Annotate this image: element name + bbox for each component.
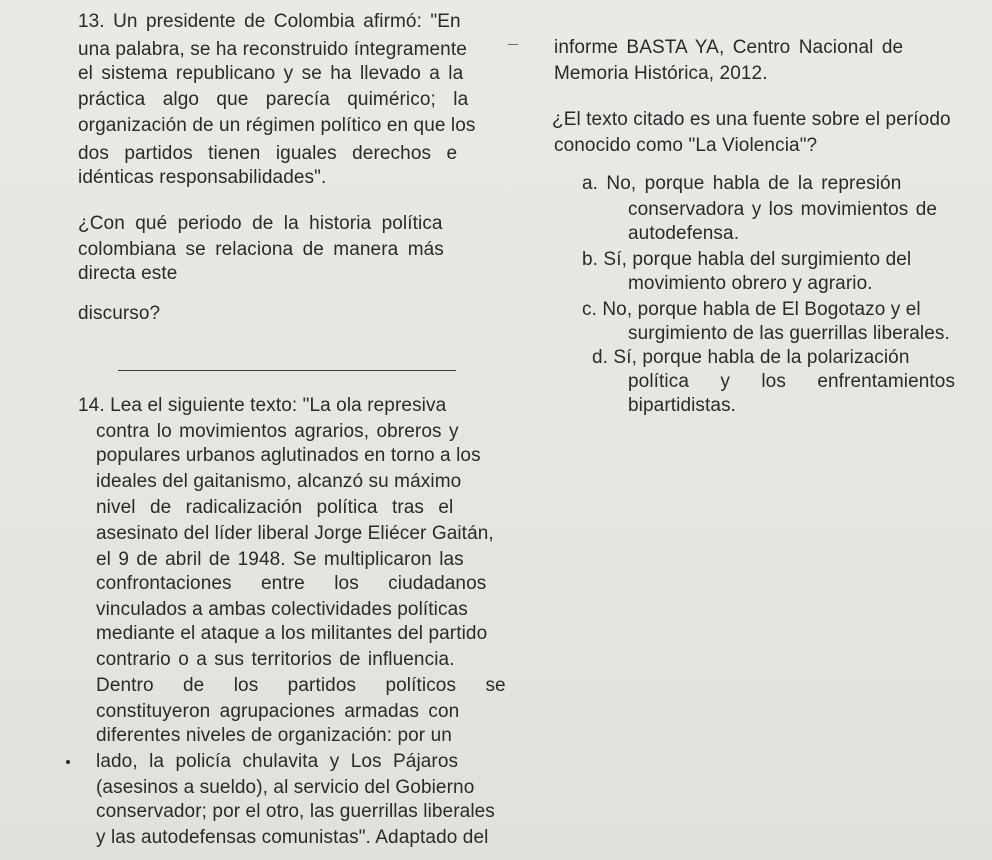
source-line-1: informe BASTA YA, Centro Nacional de [554, 37, 904, 58]
q13-line-4: práctica algo que parecía quimérico; la [78, 89, 469, 110]
q14-line-5: nivel de radicalización política tras el [96, 497, 454, 518]
paper-mark [508, 44, 518, 45]
q13-line-2: una palabra, se ha reconstruido íntegramente [78, 39, 467, 60]
option-d-line-2: política y los enfrentamientos [628, 371, 956, 392]
option-b-line-1: b. Sí, porque habla del surgimiento del [582, 249, 912, 270]
option-c-line-2: surgimiento de las guerrillas liberales. [628, 323, 950, 344]
q13-prompt-line-1: ¿Con qué periodo de la historia política [78, 213, 443, 234]
q13-prompt-line-3: directa este [78, 263, 178, 284]
option-a-line-1: a. No, porque habla de la represión [582, 173, 902, 194]
option-d-line-3: bipartidistas. [628, 395, 737, 416]
q14-line-1: 14. Lea el siguiente texto: "La ola represiva [78, 395, 447, 416]
q14-line-11: contrario o a sus territorios de influencia. [96, 649, 455, 670]
q13-line-5: organización de un régimen político en que los [78, 115, 476, 136]
q14-line-16: (asesinos a sueldo), al servicio del Gobierno [96, 777, 475, 798]
q14-line-8: confrontaciones entre los ciudadanos [96, 573, 487, 594]
q14-line-10: mediante el ataque a los militantes del partido [96, 623, 488, 644]
q14-question-line-2: conocido como "La Violencia"? [554, 135, 818, 156]
option-a-line-3: autodefensa. [628, 223, 740, 244]
q14-line-18: y las autodefensas comunistas". Adaptado del [96, 827, 489, 848]
source-line-2: Memoria Histórica, 2012. [554, 63, 768, 84]
q13-prompt-line-4: discurso? [78, 303, 161, 324]
q14-line-6: asesinato del líder liberal Jorge Eliécer Gaitán, [96, 523, 494, 544]
q13-line-6: dos partidos tienen iguales derechos e [78, 143, 458, 164]
q14-line-4: ideales del gaitanismo, alcanzó su máximo [96, 471, 462, 492]
q14-line-15: lado, la policía chulavita y Los Pájaros [96, 751, 459, 772]
q14-line-7: el 9 de abril de 1948. Se multiplicaron las [96, 549, 464, 570]
q14-line-2: contra lo movimientos agrarios, obreros y [96, 421, 459, 442]
option-d-line-1: d. Sí, porque habla de la polarización [592, 347, 910, 368]
q13-line-3: el sistema republicano y se ha llevado a la [78, 63, 464, 84]
q14-question-line-1: ¿El texto citado es una fuente sobre el período [552, 109, 951, 130]
q14-line-9: vinculados a ambas colectividades políticas [96, 599, 468, 620]
q14-line-12: Dentro de los partidos políticos se [96, 675, 506, 696]
q14-line-17: conservador; por el otro, las guerrillas liberales [96, 801, 495, 822]
q14-line-3: populares urbanos aglutinados en torno a los [96, 445, 481, 466]
paper-speck [66, 760, 70, 764]
option-b-line-2: movimiento obrero y agrario. [628, 273, 873, 294]
option-a-line-2: conservadora y los movimientos de [628, 199, 938, 220]
answer-blank-line [118, 370, 456, 371]
option-c-line-1: c. No, porque habla de El Bogotazo y el [582, 299, 921, 320]
right-column [520, 0, 992, 860]
q13-line-1: 13. Un presidente de Colombia afirmó: "En [78, 11, 461, 32]
q14-line-13: constituyeron agrupaciones armadas con [96, 701, 460, 722]
q14-line-14: diferentes niveles de organización: por un [96, 725, 452, 746]
q13-prompt-line-2: colombiana se relaciona de manera más [78, 239, 444, 260]
q13-line-7: idénticas responsabilidades". [78, 167, 327, 188]
